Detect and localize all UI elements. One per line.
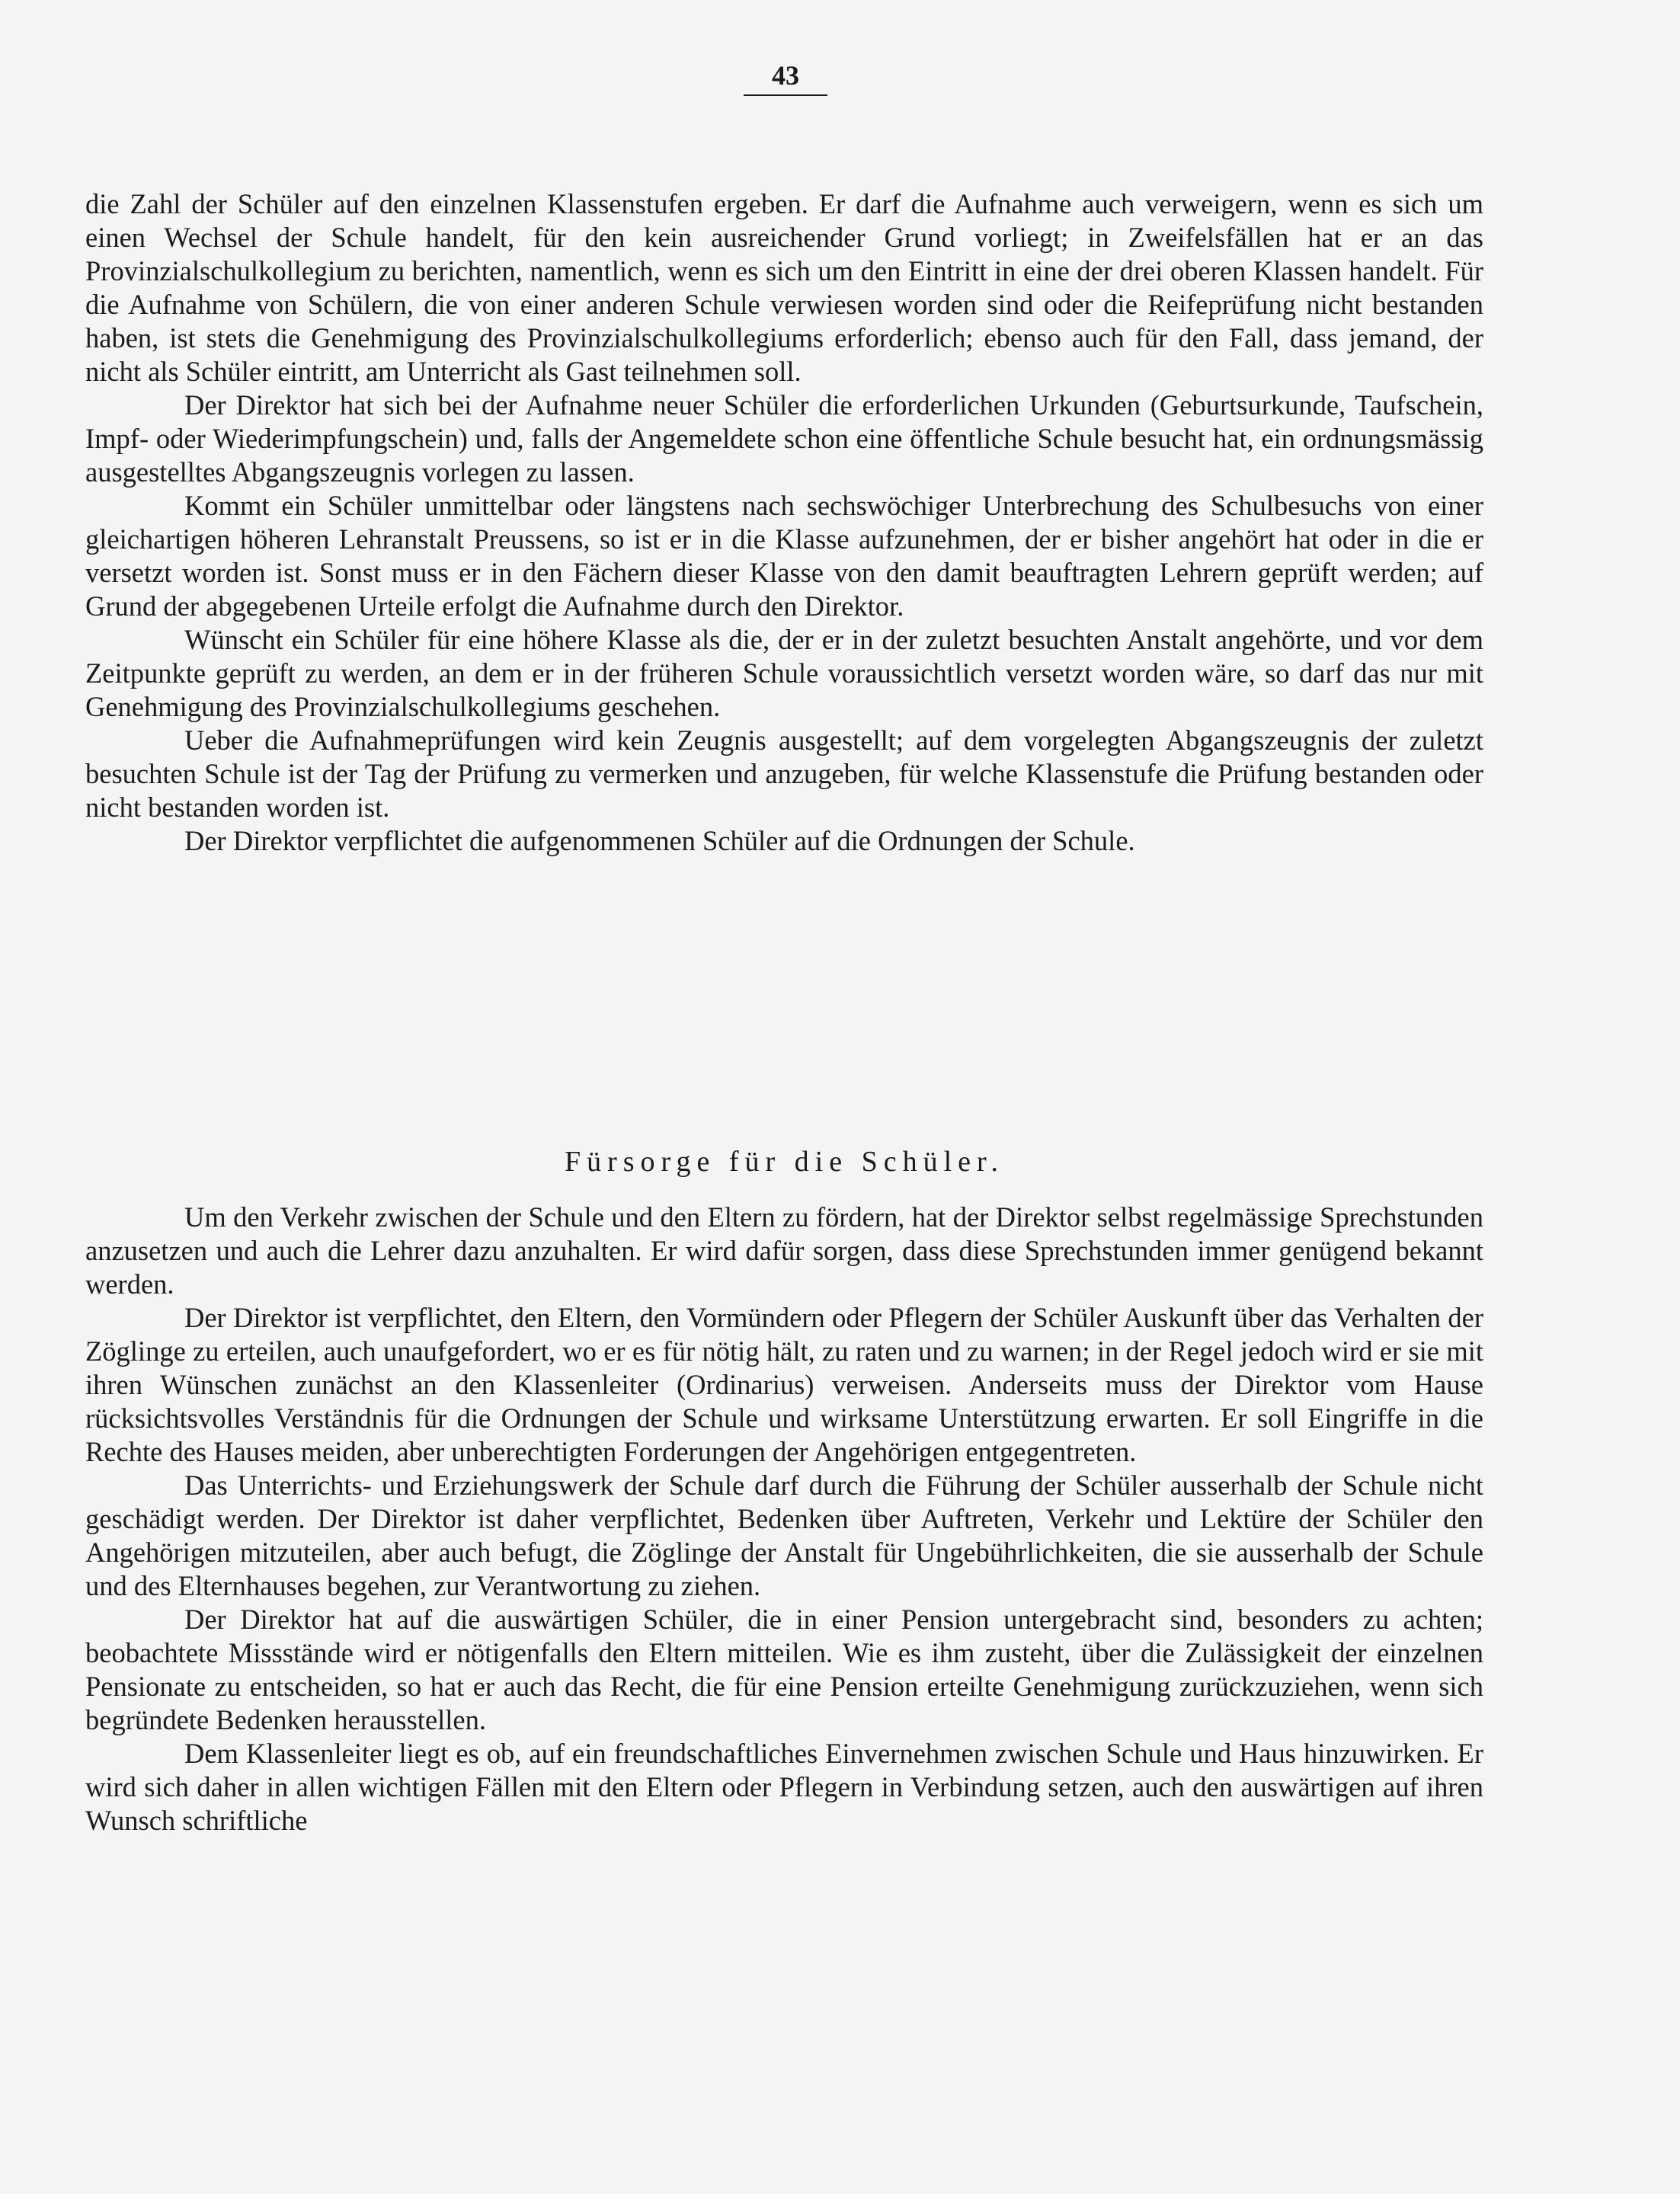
page-number: 43 xyxy=(744,59,827,96)
paragraph: Der Direktor hat auf die auswärtigen Schüler, die in einer Pension untergebracht sind, besonders zu achten; beobachtete Missstände wird er nötigenfalls den Eltern mitteilen. Wie es ihm zusteht, über die Zulässigkeit der einzelnen Pensionate zu entscheiden, so hat er auch das Recht, die für eine Pension erteilte Genehmigung zurückzuziehen, wenn sich begründete Bedenken herausstellen. xyxy=(85,1604,1483,1735)
paragraph: Das Unterrichts- und Erziehungswerk der Schule darf durch die Führung der Schüler ausserhalb der Schule nicht geschädigt werden. Der Direktor ist daher verpflichtet, Bedenken über Auftreten, Verkehr und Lektüre der Schüler den Angehörigen mitzuteilen, aber auch befugt, die Zöglinge der Anstalt für Ungebührlichkeiten, die sie ausserhalb der Schule und des Elternhauses begehen, zur Verantwortung zu ziehen. xyxy=(85,1470,1483,1601)
paragraph: Dem Klassenleiter liegt es ob, auf ein freundschaftliches Einvernehmen zwischen Schule und Haus hinzuwirken. Er wird sich daher in allen wichtigen Fällen mit den Eltern oder Pflegern in Verbindung setzen, auch den auswärtigen auf ihren Wunsch schriftliche xyxy=(85,1738,1483,1836)
paragraph: Der Direktor hat sich bei der Aufnahme neuer Schüler die erforderlichen Urkunden (Geburtsurkunde, Taufschein, Impf- oder Wiederimpfungschein) und, falls der Angemeldete schon eine öffentliche Schule besucht hat, ein ordnungsmässig ausgestelltes Abgangszeugnis vorlegen zu lassen. xyxy=(85,389,1483,488)
paragraph: die Zahl der Schüler auf den einzelnen Klassenstufen ergeben. Er darf die Aufnahme auch verweigern, wenn es sich um einen Wechsel der Schule handelt, für den kein ausreichender Grund vorliegt; in Zweifelsfällen hat er an das Provinzialschulkollegium zu berichten, namentlich, wenn es sich um den Eintritt in eine der drei oberen Klassen handelt. Für die Aufnahme von Schülern, die von einer anderen Schule verwiesen worden sind oder die Reifeprüfung nicht bestanden haben, ist stets die Genehmigung des Provinzialschulkollegiums erforderlich; ebenso auch für den Fall, dass jemand, der nicht als Schüler eintritt, am Unterricht als Gast teilnehmen soll. xyxy=(85,188,1483,387)
section-heading: Fürsorge für die Schüler. xyxy=(564,1146,1005,1178)
paragraph: Der Direktor ist verpflichtet, den Eltern, den Vormündern oder Pflegern der Schüler Auskunft über das Verhalten der Zöglinge zu erteilen, auch unaufgefordert, wo er es für nötig hält, zu raten und zu warnen; in der Regel jedoch wird er sie mit ihren Wünschen zunächst an den Klassenleiter (Ordinarius) verweisen. Anderseits muss der Direktor vom Hause rücksichtsvolles Verständnis für die Ordnungen der Schule und wirksame Unterstützung erwarten. Er soll Eingriffe in die Rechte des Hauses meiden, aber unberechtigten Forderungen der Angehörigen entgegentreten. xyxy=(85,1302,1483,1467)
paragraph: Kommt ein Schüler unmittelbar oder längstens nach sechswöchiger Unterbrechung des Schulbesuchs von einer gleichartigen höheren Lehranstalt Preussens, so ist er in die Klasse aufzunehmen, der er bisher angehört hat oder in die er versetzt worden ist. Sonst muss er in den Fächern dieser Klasse von den damit beauftragten Lehrern geprüft werden; auf Grund der abgegebenen Urteile erfolgt die Aufnahme durch den Direktor. xyxy=(85,490,1483,622)
paragraph: Um den Verkehr zwischen der Schule und den Eltern zu fördern, hat der Direktor selbst regelmässige Sprechstunden anzusetzen und auch die Lehrer dazu anzuhalten. Er wird dafür sorgen, dass diese Sprechstunden immer genügend bekannt werden. xyxy=(85,1201,1483,1300)
paragraph: Der Direktor verpflichtet die aufgenommenen Schüler auf die Ordnungen der Schule. xyxy=(184,825,1135,856)
paragraph: Ueber die Aufnahmeprüfungen wird kein Zeugnis ausgestellt; auf dem vorgelegten Abgangszeugnis der zuletzt besuchten Schule ist der Tag der Prüfung zu vermerken und anzugeben, für welche Klassenstufe die Prüfung bestanden oder nicht bestanden worden ist. xyxy=(85,724,1483,823)
section-fuersorge-text xyxy=(85,1201,1483,1837)
section-aufnahme-text xyxy=(85,187,1483,858)
paragraph: Wünscht ein Schüler für eine höhere Klasse als die, der er in der zuletzt besuchten Anstalt angehörte, und vor dem Zeitpunkte geprüft zu werden, an dem er in der früheren Schule voraussichtlich versetzt worden wäre, so darf das nur mit Genehmigung des Provinzialschulkollegiums geschehen. xyxy=(85,624,1483,722)
